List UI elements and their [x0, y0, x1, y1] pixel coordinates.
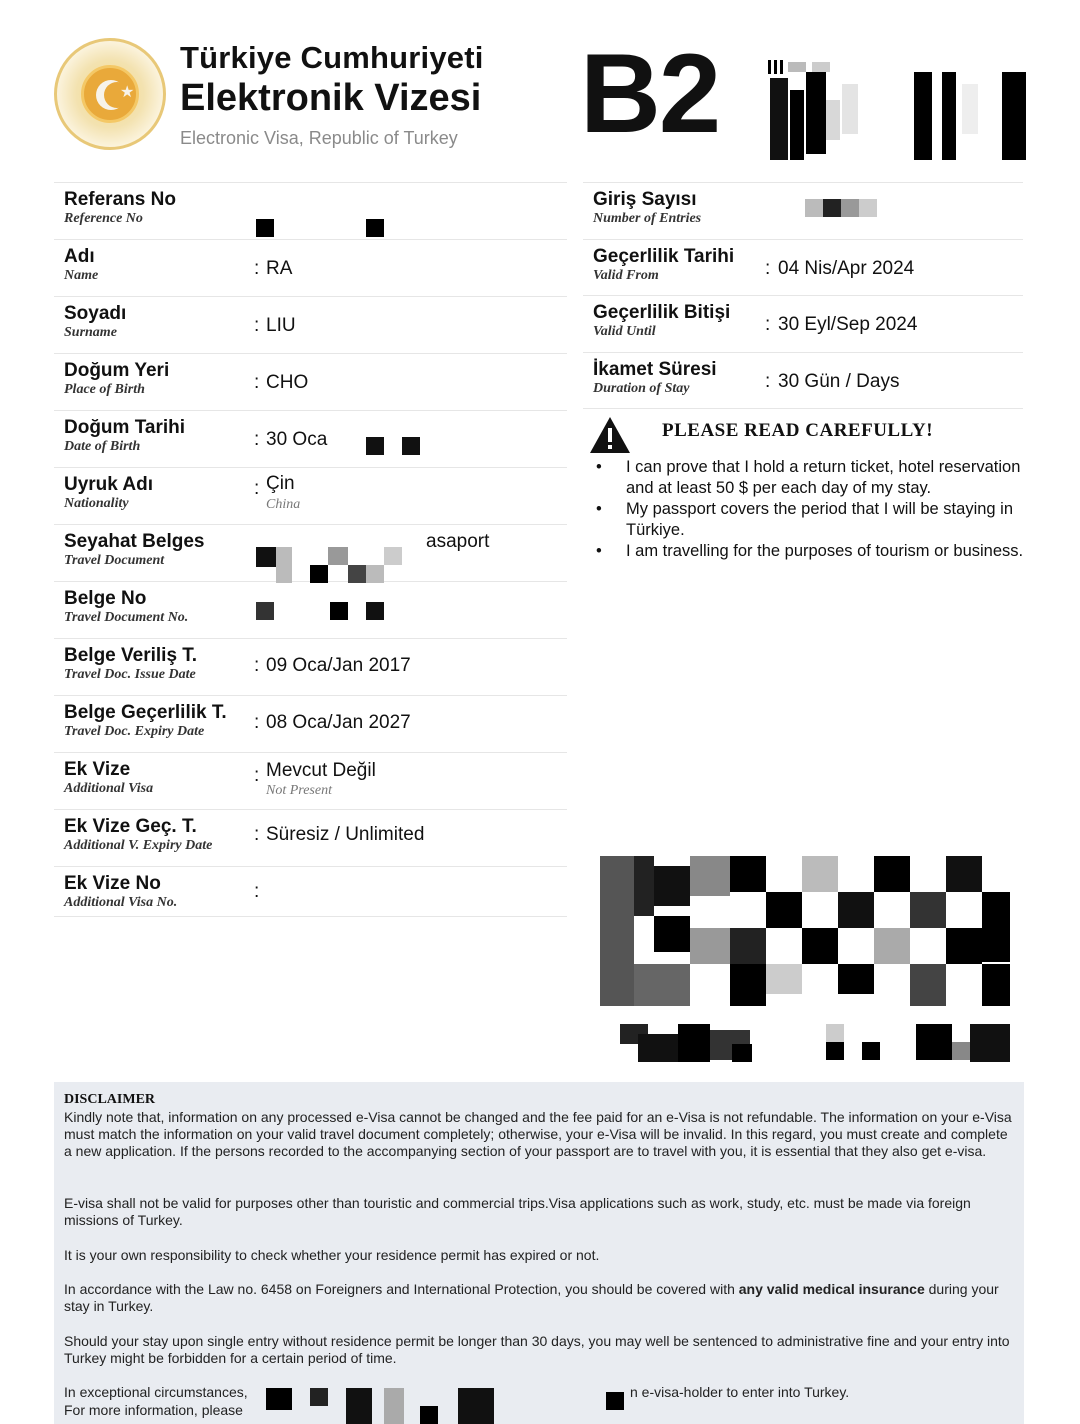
field-label-en: Additional Visa No. [64, 895, 178, 910]
redaction-block [384, 1388, 404, 1424]
field-row-birthplace [54, 354, 567, 411]
redaction-block [328, 547, 348, 565]
disclaimer-paragraph: It is your own responsibility to check whether your residence permit has expired or not. [64, 1247, 600, 1263]
field-value: LIU [266, 315, 296, 336]
star-icon: ★ [120, 84, 135, 101]
redaction-block [458, 1388, 494, 1424]
field-value: asaport [426, 531, 490, 552]
seal-emblem [81, 65, 139, 123]
disclaimer-text: during your stay in Turkey. [64, 1281, 999, 1314]
field-row-document-no [54, 582, 567, 639]
field-label-en: Travel Document [64, 553, 165, 568]
header-title-line2: Elektronik Vizesi [180, 77, 482, 119]
redaction-block [402, 437, 420, 455]
barcode-redacted [766, 60, 1028, 160]
field-row-nationality [54, 468, 567, 525]
field-value: 30 Oca [266, 429, 328, 450]
redaction-block [823, 199, 841, 217]
redaction-block [266, 1388, 292, 1410]
field-row-expiry-date [54, 696, 567, 753]
redaction-block [420, 1406, 438, 1424]
redaction-block [841, 199, 859, 217]
field-label: Ek Vize [64, 759, 131, 780]
field-label: Giriş Sayısı [593, 189, 697, 210]
field-value: Mevcut Değil [266, 760, 376, 781]
disclaimer-paragraph-insurance [64, 1281, 1016, 1315]
header-subtitle: Electronic Visa, Republic of Turkey [180, 128, 458, 148]
field-label-en: Additional Visa [64, 781, 154, 796]
disclaimer-panel [54, 1082, 1024, 1424]
field-label: Doğum Yeri [64, 360, 170, 381]
field-label-en: Name [64, 268, 99, 283]
field-colon: : [254, 258, 260, 279]
field-row-entries [583, 183, 1023, 240]
field-label: Uyruk Adı [64, 474, 154, 495]
field-label-en: Reference No [64, 211, 143, 226]
visa-type-code: B2 [580, 31, 720, 156]
field-colon: : [254, 315, 260, 336]
field-label-en: Valid From [593, 268, 659, 283]
field-colon: : [765, 371, 771, 392]
visa-details-left [54, 182, 567, 916]
field-label: Adı [64, 246, 95, 267]
redaction-block [346, 1388, 372, 1424]
field-colon: : [765, 314, 771, 335]
field-label-en: Nationality [64, 496, 129, 511]
visa-details-right [583, 182, 1023, 408]
field-label-en: Valid Until [593, 324, 656, 339]
notice-list [596, 457, 1026, 562]
field-value: Çin [266, 473, 295, 494]
notice-title: PLEASE READ CAREFULLY! [662, 420, 934, 441]
field-label-en: Travel Doc. Expiry Date [64, 724, 205, 739]
field-colon: : [254, 765, 260, 786]
field-label: Geçerlilik Bitişi [593, 302, 731, 323]
redaction-block [256, 602, 274, 620]
field-value: 09 Oca/Jan 2017 [266, 655, 411, 676]
field-row-reference [54, 183, 567, 240]
field-value: 04 Nis/Apr 2024 [778, 258, 915, 279]
disclaimer-bold-text: any valid medical insurance [738, 1281, 925, 1297]
field-label: Geçerlilik Tarihi [593, 246, 735, 267]
field-row-additional-visa-no [54, 867, 567, 917]
field-label: Ek Vize Geç. T. [64, 816, 197, 837]
redaction-block [366, 437, 384, 455]
field-label: Referans No [64, 189, 176, 210]
field-label-en: Travel Document No. [64, 610, 189, 625]
redaction-block [310, 565, 328, 583]
field-colon: : [254, 429, 260, 450]
field-value: 30 Eyl/Sep 2024 [778, 314, 918, 335]
field-label: Doğum Tarihi [64, 417, 186, 438]
field-label: Belge Geçerlilik T. [64, 702, 227, 723]
redaction-block [859, 199, 877, 217]
redaction-block [805, 199, 823, 217]
redaction-block [256, 219, 274, 237]
field-label-en: Place of Birth [64, 382, 145, 397]
disclaimer-paragraph-partial: n e-visa-holder to enter into Turkey. [630, 1384, 850, 1400]
field-row-additional-visa [54, 753, 567, 810]
disclaimer-paragraph-partial: In exceptional circumstances, [64, 1384, 248, 1400]
disclaimer-paragraph: Should your stay upon single entry without residence permit be longer than 30 days, you may well be sentenced to administrative fine and your entry into Turkey might be forbidden for a certain period of time. [64, 1333, 1010, 1366]
field-row-travel-document [54, 525, 567, 582]
field-value: Süresiz / Unlimited [266, 824, 425, 845]
field-label: Soyadı [64, 303, 127, 324]
redaction-block [366, 219, 384, 237]
field-row-valid-from [583, 240, 1023, 296]
field-colon: : [254, 824, 260, 845]
state-seal [54, 38, 166, 150]
redaction-block [330, 602, 348, 620]
barcode-lower-redacted [620, 1024, 1025, 1062]
field-colon: : [765, 258, 771, 279]
redaction-block [310, 1388, 328, 1406]
redaction-block [384, 547, 402, 565]
field-row-valid-until [583, 296, 1023, 353]
field-label: İkamet Süresi [593, 359, 717, 380]
redaction-block [366, 565, 384, 583]
field-label-en: Surname [64, 325, 117, 340]
field-label: Seyahat Belges [64, 531, 205, 552]
disclaimer-paragraph-partial: For more information, please [64, 1402, 243, 1418]
field-value: 30 Gün / Days [778, 371, 900, 392]
header-title-line1: Türkiye Cumhuriyeti [180, 40, 484, 75]
field-colon: : [254, 372, 260, 393]
field-label-en: Duration of Stay [593, 381, 690, 396]
notice-item: • I can prove that I hold a return ticket, hotel reservation and at least 50 $ per each day of my stay. [596, 457, 1026, 499]
disclaimer-paragraph: Kindly note that, information on any processed e-Visa cannot be changed and the fee paid for an e-Visa is not refundable. The information on your e-Visa must match the information on your valid travel document completely; otherwise, your e-Visa will be invalid. In this regard, you must create and complete a new application. If the persons recorded to the accompanying section of your passport are to travel with you, it is essential that they also get e-visa. [64, 1109, 1012, 1159]
disclaimer-paragraph: E-visa shall not be valid for purposes other than touristic and commercial trips.Visa applications such as work, study, etc. must be made via foreign missions of Turkey. [64, 1195, 971, 1228]
field-value: RA [266, 258, 293, 279]
redaction-block [348, 565, 366, 583]
redaction-block [366, 602, 384, 620]
field-value: CHO [266, 372, 309, 393]
field-label: Belge No [64, 588, 147, 609]
qr-code-redacted [600, 856, 1010, 1006]
redaction-block [606, 1392, 624, 1410]
redaction-block [256, 547, 276, 567]
field-label-en: Date of Birth [64, 439, 141, 454]
field-value-en: Not Present [266, 783, 332, 798]
field-label-en: Number of Entries [593, 211, 702, 226]
field-label-en: Additional V. Expiry Date [64, 838, 213, 853]
field-value-en: China [266, 497, 301, 512]
field-value: 08 Oca/Jan 2027 [266, 712, 411, 733]
field-row-name [54, 240, 567, 297]
field-colon: : [254, 712, 260, 733]
field-label-en: Travel Doc. Issue Date [64, 667, 196, 682]
field-row-birthdate [54, 411, 567, 468]
notice-item: • My passport covers the period that I will be staying in Türkiye. [596, 499, 1026, 541]
field-row-issue-date [54, 639, 567, 696]
field-colon: : [254, 478, 260, 499]
field-colon: : [254, 881, 260, 902]
field-row-surname [54, 297, 567, 354]
redaction-block [276, 547, 292, 583]
warning-icon [588, 415, 632, 455]
field-row-additional-visa-expiry [54, 810, 567, 867]
disclaimer-title: DISCLAIMER [64, 1092, 156, 1107]
disclaimer-text: In accordance with the Law no. 6458 on Foreigners and International Protection, you should be covered with [64, 1281, 739, 1297]
notice-item: • I am travelling for the purposes of tourism or business. [596, 541, 1026, 562]
field-label: Belge Veriliş T. [64, 645, 198, 666]
field-label: Ek Vize No [64, 873, 161, 894]
field-colon: : [254, 655, 260, 676]
field-row-duration [583, 353, 1023, 409]
